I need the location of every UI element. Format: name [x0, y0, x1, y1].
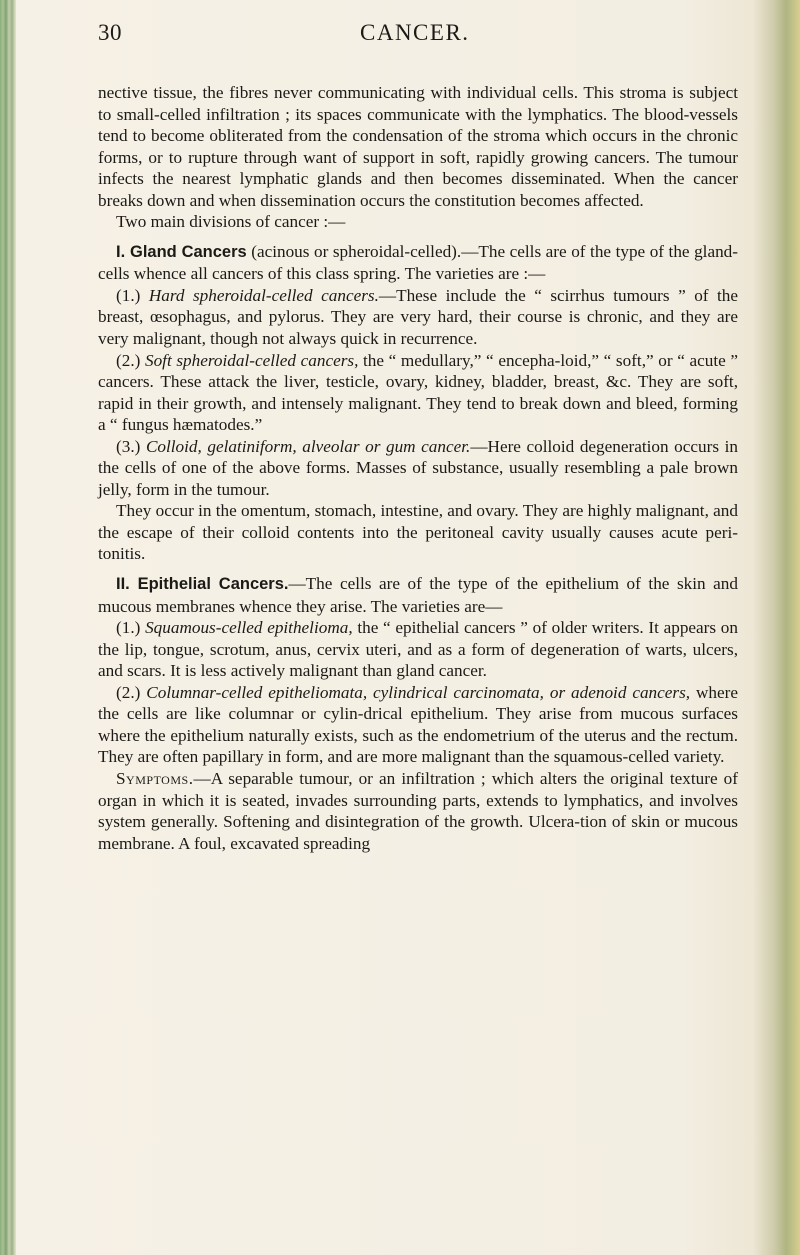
item-title: Hard spheroidal-celled cancers. — [148, 285, 379, 305]
item-number: (2.) — [116, 350, 145, 370]
paragraph-epithelial-cancers — [98, 573, 738, 617]
paragraph-text: —These include the “ scirrhus tumours ” of the breast, œsophagus, and pylorus. They are very hard, their course is chronic, and they are very malignant, though not always quick in recurrence. — [98, 285, 739, 349]
item-title: Colloid, gelatiniform, alveolar or gum cancer. — [145, 436, 471, 456]
paragraph-gland-cancers — [98, 241, 738, 285]
page-number: 30 — [98, 20, 122, 45]
item-number: (3.) — [116, 436, 146, 456]
item-title: Soft spheroidal-celled cancers, — [144, 350, 359, 370]
paragraph-text: the “ epithelial cancers ” of older writers. It appears on the lip, tongue, scrotum, anus, cervix uteri, and as a form of degeneration of warts, ulcers, and scars. It is less actively malignant than gland cancer. — [98, 618, 738, 681]
paragraph-text: the “ medullary,” “ encepha-loid,” “ soft,” or “ acute ” cancers. These attack the liver, testicle, ovary, kidney, bladder, breast, &c. They are soft, rapid in their growth, and intensely malignant. They tend to break down and bleed, forming a “ fungus hæmatodes.” — [98, 350, 738, 435]
page-header — [98, 14, 738, 48]
paragraph-soft-cancers — [98, 350, 738, 436]
paragraph-colloid-cancer — [98, 436, 738, 501]
page-edge — [754, 0, 800, 1255]
paragraph-stroma: nective tissue, the fibres never communicating with individual cells. This stroma is subject to small-celled infiltration ; its spaces communicate with the lymphatics. The blood-vessels tend to become obliterated from the condensation of the stroma which occurs in the chronic forms, or to rupture through want of support in soft, rapidly growing cancers. The tumour infects the nearest lymphatic glands and then becomes disseminated. When the cancer breaks down and when dissemination occurs the constitution becomes affected. — [98, 83, 738, 210]
symptoms-heading: Symptoms. — [116, 768, 194, 788]
page-body — [98, 82, 738, 854]
binding-edge — [0, 0, 16, 1255]
item-title: Squamous-celled epithelioma, — [145, 618, 353, 638]
item-title: Columnar-celled epitheliomata, cylindrical carcinomata, or adenoid cancers, — [146, 682, 691, 702]
section-heading-epithelial: II. Epithelial Cancers. — [116, 575, 289, 594]
paragraph-text: (acinous or spheroidal-celled).—The cells are of the type of the gland-cells whence all cancers of this class spring. The varieties are :— — [98, 241, 738, 284]
paragraph-text: —The cells are of the type of the epithelium of the skin and mucous membranes whence they arise. The varieties are— — [98, 574, 738, 616]
running-title: CANCER. — [360, 20, 470, 45]
item-number: (1.) — [116, 285, 149, 305]
paragraph-squamous — [98, 617, 738, 682]
paragraph-divisions: Two main divisions of cancer :— — [116, 212, 346, 232]
paragraph-text: where the cells are like columnar or cylin-drical epithelium. They arise from mucous surfaces where the epithelium naturally exists, such as the endometrium of the uterus and the rectum. They are often papillary in form, and are more malignant than the squamous-celled variety. — [98, 682, 738, 767]
paragraph-hard-cancers — [98, 285, 738, 350]
item-number: (1.) — [116, 618, 146, 638]
paragraph-symptoms — [98, 768, 738, 854]
section-heading-gland: I. Gland Cancers — [116, 242, 247, 261]
paragraph-text: —A separable tumour, or an infiltration ; which alters the original texture of organ in which it is seated, invades surrounding parts, extends to lymphatics, and involves system generally. Softening and disintegration of the growth. Ulcera-tion of skin or mucous membrane. A foul, excavated spreading — [98, 768, 738, 853]
paragraph-colloid-occurrence: They occur in the omentum, stomach, intestine, and ovary. They are highly malignant, and the escape of their colloid contents into the peritoneal cavity usually causes acute peri-tonitis. — [98, 501, 738, 564]
item-number: (2.) — [116, 682, 147, 702]
paragraph-columnar — [98, 682, 738, 768]
paragraph-text: —Here colloid degeneration occurs in the cells of one of the above forms. Masses of substance, usually resembling a pale brown jelly, form in the tumour. — [98, 436, 738, 499]
